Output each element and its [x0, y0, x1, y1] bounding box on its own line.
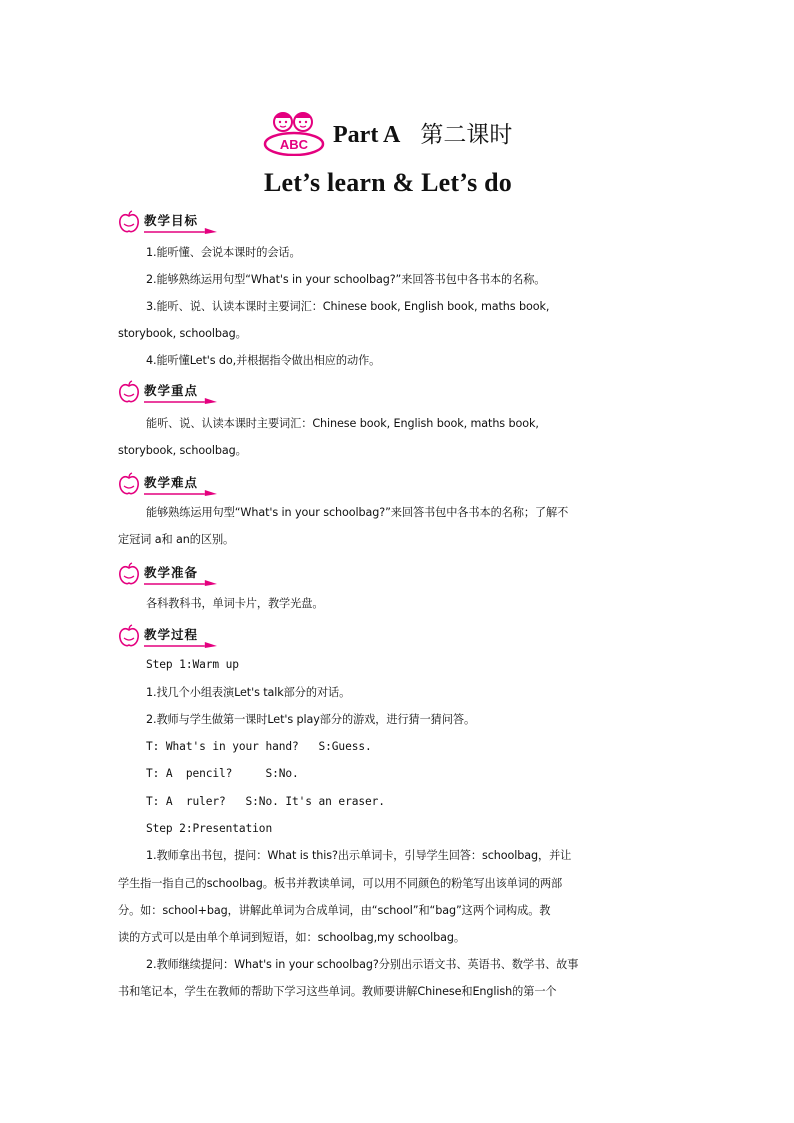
part-title: Part A: [333, 121, 401, 148]
section-heading-objectives: [118, 208, 220, 234]
process-line: 学生指一指自己的schoolbag。板书并教读单词，可以用不同颜色的粉笔写出该单词的两部: [118, 877, 563, 890]
process-line: T: A ruler? S:No. It's an eraser.: [146, 795, 385, 808]
process-line: T: What's in your hand? S:Guess.: [146, 740, 372, 753]
process-line: 读的方式可以是由单个单词到短语，如：schoolbag,my schoolbag。: [118, 931, 465, 944]
section-heading-difficulties: [118, 470, 220, 496]
process-line: 1.教师拿出书包，提问：What is this?出示单词卡，引导学生回答：schoolbag，并让: [146, 849, 572, 862]
process-line: 书和笔记本，学生在教师的帮助下学习这些单词。教师要讲解Chinese和English的第一个: [118, 985, 557, 998]
section-heading-label: 教学准备: [144, 565, 199, 580]
preparation-line: 各科教科书，单词卡片，教学光盘。: [146, 597, 324, 610]
section-heading-preparation: [118, 560, 220, 586]
objective-line: 4.能听懂Let's do,并根据指令做出相应的动作。: [146, 354, 381, 367]
section-heading-key-points: [118, 378, 220, 404]
apple-icon: [118, 472, 140, 496]
difficulty-line: 能够熟练运用句型“What's in your schoolbag?”来回答书包中各书本的名称；了解不: [146, 506, 569, 519]
process-line: 1.找几个小组表演Let's talk部分的对话。: [146, 686, 351, 699]
difficulty-line: 定冠词 a和 an的区别。: [118, 533, 235, 546]
objective-line: 1.能听懂、会说本课时的会话。: [146, 246, 301, 259]
logo-text: ABC: [279, 137, 309, 152]
apple-icon: [118, 380, 140, 404]
process-line: 2.教师与学生做第一课时Let's play部分的游戏，进行猜一猜问答。: [146, 713, 476, 726]
apple-icon: [118, 210, 140, 234]
lesson-label: 第二课时: [420, 121, 513, 148]
section-heading-label: 教学目标: [144, 213, 199, 228]
pencil-underline-icon: [144, 394, 220, 404]
pencil-underline-icon: [144, 224, 220, 234]
pencil-underline-icon: [144, 486, 220, 496]
key-point-line: storybook, schoolbag。: [118, 444, 247, 457]
process-line: Step 1:Warm up: [146, 658, 239, 671]
title-row: [263, 108, 512, 156]
process-line: Step 2:Presentation: [146, 822, 273, 835]
apple-icon: [118, 562, 140, 586]
objective-line: 3.能听、说、认读本课时主要词汇：Chinese book, English book, maths book,: [146, 300, 550, 313]
section-heading-process: [118, 622, 220, 648]
objective-line: storybook, schoolbag。: [118, 327, 247, 340]
section-heading-label: 教学过程: [144, 627, 199, 642]
pencil-underline-icon: [144, 576, 220, 586]
apple-icon: [118, 624, 140, 648]
process-line: 2.教师继续提问：What's in your schoolbag?分别出示语文书、英语书、数学书、故事: [146, 958, 579, 971]
lesson-subtitle: [0, 168, 794, 198]
pencil-underline-icon: [144, 638, 220, 648]
subtitle-text: Let’s learn & Let’s do: [264, 168, 512, 197]
section-heading-label: 教学重点: [144, 383, 199, 398]
abc-kids-logo-icon: [263, 108, 325, 156]
process-line: T: A pencil? S:No.: [146, 767, 299, 780]
key-point-line: 能听、说、认读本课时主要词汇：Chinese book, English book, maths book,: [146, 417, 539, 430]
process-line: 分。如：school+bag，讲解此单词为合成单词，由“school”和“bag”这两个词构成。教: [118, 904, 551, 917]
objective-line: 2.能够熟练运用句型“What's in your schoolbag?”来回答书包中各书本的名称。: [146, 273, 546, 286]
section-heading-label: 教学难点: [144, 475, 199, 490]
page-title: [333, 116, 512, 149]
